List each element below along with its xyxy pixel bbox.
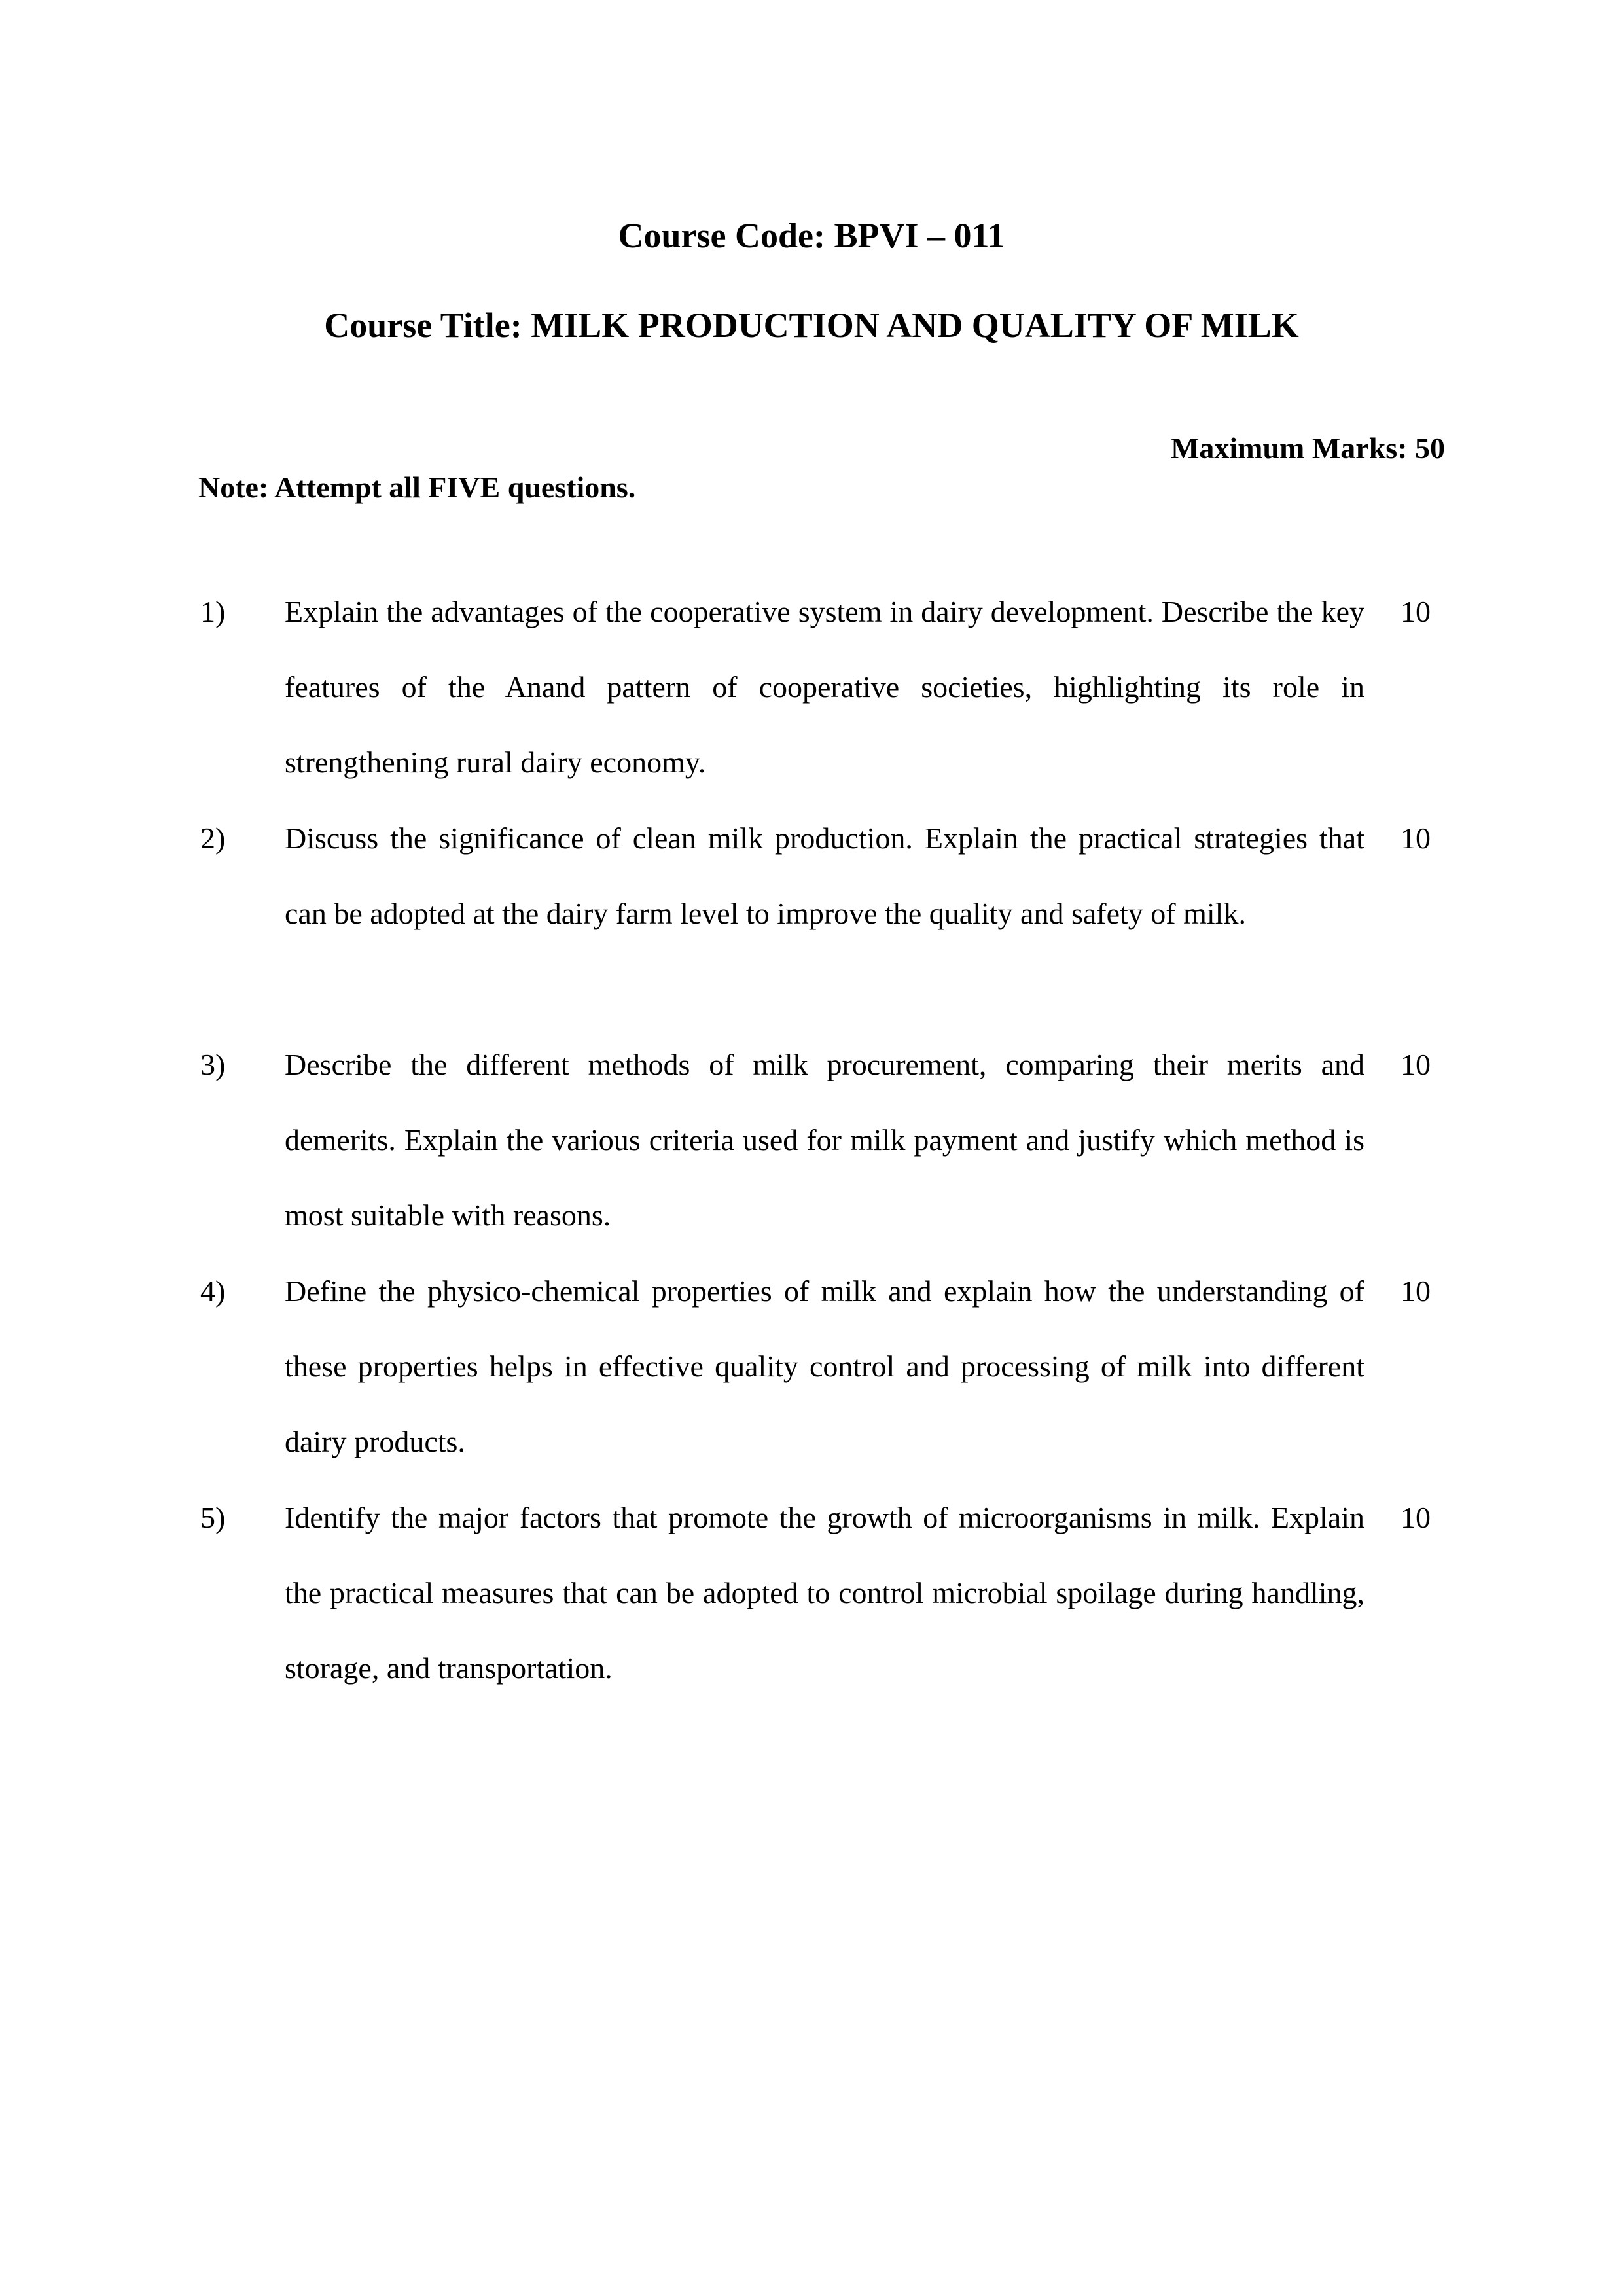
question-item <box>0 800 1623 1027</box>
question-marks: 10 <box>1400 821 1431 855</box>
maximum-marks: Maximum Marks: 50 <box>1170 431 1445 465</box>
question-text: Identify the major factors that promote the growth of microorganisms in milk. Explain the practical measures that can be adopted to control microbial spoilage during handling, storage, and transportation. <box>285 1501 1364 1685</box>
question-text: Define the physico-chemical properties of milk and explain how the understanding of these properties helps in effective quality control and processing of milk into different dairy products. <box>285 1274 1364 1458</box>
question-marks: 10 <box>1400 1501 1431 1534</box>
question-marks: 10 <box>1400 1274 1431 1308</box>
note: Note: Attempt all FIVE questions. <box>198 471 636 504</box>
question-number: 3) <box>200 1048 226 1081</box>
question-item <box>0 1027 1623 1253</box>
question-item <box>0 1253 1623 1480</box>
question-text: Discuss the significance of clean milk production. Explain the practical strategies that can be adopted at the dairy farm level to improve the quality and safety of milk. <box>285 821 1364 930</box>
question-item <box>0 574 1623 800</box>
question-item <box>0 1480 1623 1706</box>
question-number: 5) <box>200 1501 226 1534</box>
question-marks: 10 <box>1400 595 1431 628</box>
question-list <box>0 574 1623 1706</box>
question-number: 2) <box>200 821 226 855</box>
question-number: 4) <box>200 1274 226 1308</box>
question-marks: 10 <box>1400 1048 1431 1081</box>
course-code: Course Code: BPVI – 011 <box>618 216 1005 255</box>
question-number: 1) <box>200 595 226 628</box>
course-title: Course Title: MILK PRODUCTION AND QUALITY OF MILK <box>324 306 1299 345</box>
question-text: Describe the different methods of milk procurement, comparing their merits and demerits. Explain the various criteria used for milk payment and justify which method is most suitable with reasons. <box>285 1048 1364 1232</box>
question-text: Explain the advantages of the cooperative system in dairy development. Describe the key features of the Anand pattern of cooperative societies, highlighting its role in strengthening rural dairy economy. <box>285 595 1364 779</box>
